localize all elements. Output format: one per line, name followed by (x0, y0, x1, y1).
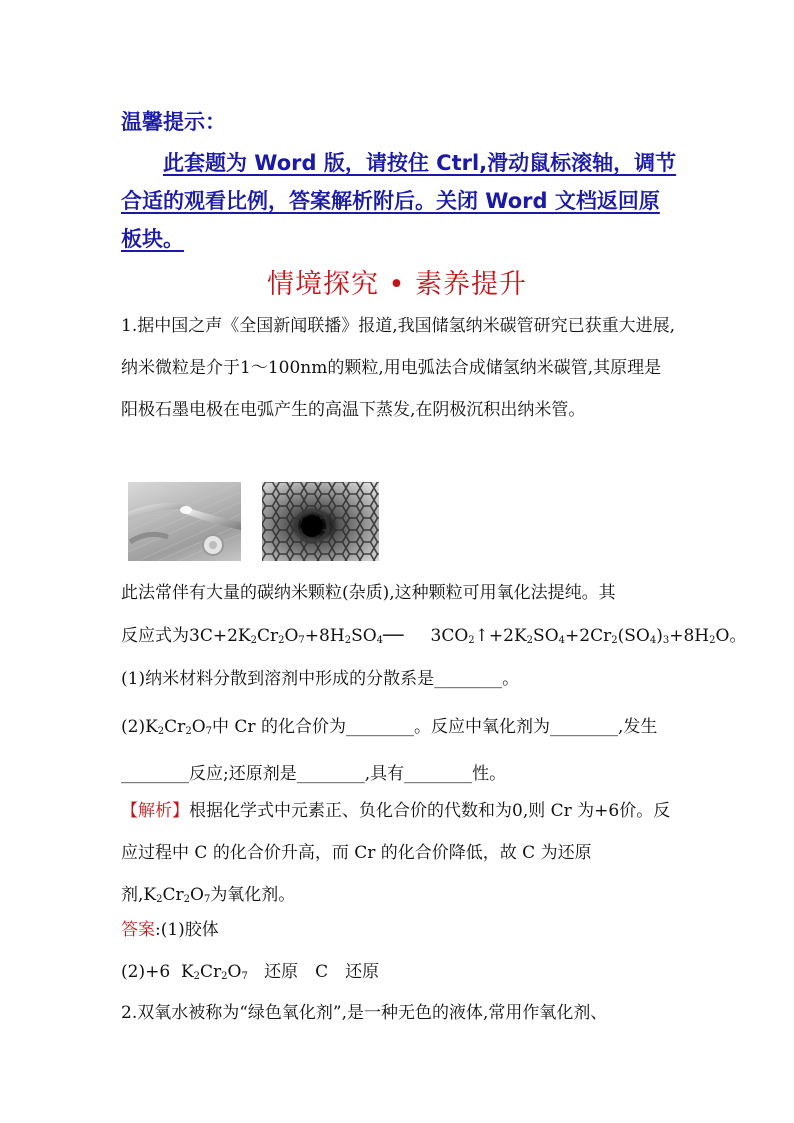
tip-body-text: 此套题为 Word 版，请按住 Ctrl,滑动鼠标滚轴，调节合适的观看比例，答案解析附后。关闭 Word 文档返回原板块。 (121, 151, 677, 251)
answer-2-prefix: (2)+6 (121, 962, 171, 982)
electric-arc-illustration (128, 482, 241, 561)
analysis-label: 【解析】 (121, 801, 189, 821)
question-1-part-1: (1)纳米材料分散到溶剂中形成的分散系是________。 (121, 669, 520, 689)
analysis-paragraph: 【解析】根据化学式中元素正、负化合价的代数和为0,则 Cr 为+6价。反应过程中 C 的化合价升高，而 Cr 的化合价降低，故 C 为还原剂$,K_2Cr_2O_7$为氧化剂。 (121, 801, 671, 905)
tip-title: 温馨提示： (121, 110, 226, 134)
analysis-text-b: 为氧化剂。 (210, 885, 296, 905)
part-2-prefix: (2) (121, 717, 146, 737)
question-1-after-images: 此法常伴有大量的碳纳米颗粒(杂质),这种颗粒可用氧化法提纯。其 (121, 583, 616, 603)
tip-body (121, 144, 677, 258)
question-2-intro: 2.双氧水被称为“绿色氧化剂”,是一种无色的液体,常用作氧化剂、 (121, 1003, 608, 1023)
electric-arc-photo (128, 482, 241, 561)
section-title: 情境探究 • 素养提升 (266, 269, 528, 300)
answer-1: :(1)胶体 (155, 920, 219, 940)
answer-label: 答案 (121, 920, 155, 940)
part-2-text: 中 Cr 的化合价为________。反应中氧化剂为________,发生________反应;还原剂是________,具有________性。 (121, 717, 658, 784)
carbon-nanotube-image (262, 482, 379, 561)
nanotube-illustration (262, 482, 379, 561)
equation-prefix: 反应式为 (121, 626, 189, 646)
answer-line-1 (121, 915, 219, 940)
question-1-part-2: $(2)K_2Cr_2O_7$中 Cr 的化合价为________。反应中氧化剂为________,发生________反应;还原剂是________,具有________性。 (121, 717, 658, 784)
reaction-equation: 反应式为$3C+2K_2Cr_2O_7+8H_2SO_4──$ $3CO_2↑+2K_2SO_4+2Cr_2(SO_4)_3+8H_2O$。 (121, 626, 747, 646)
answer-2-text: 还原 C 还原 (264, 962, 380, 982)
analysis-text-a: 根据化学式中元素正、负化合价的代数和为0,则 Cr 为+6价。反应过程中 C 的化合价升高，而 Cr 的化合价降低，故 C 为还原剂, (121, 801, 671, 905)
answer-line-2: (2)+6 $K_2Cr_2O_7$ 还原 C 还原 (121, 962, 380, 982)
question-1-intro: 1.据中国之声《全国新闻联播》报道,我国储氢纳米碳管研究已获重大进展,纳米微粒是介于1～100nm的颗粒,用电弧法合成储氢纳米碳管,其原理是阳极石墨电极在电弧产生的高温下蒸发,在阴极沉积出纳米管。 (121, 316, 676, 420)
